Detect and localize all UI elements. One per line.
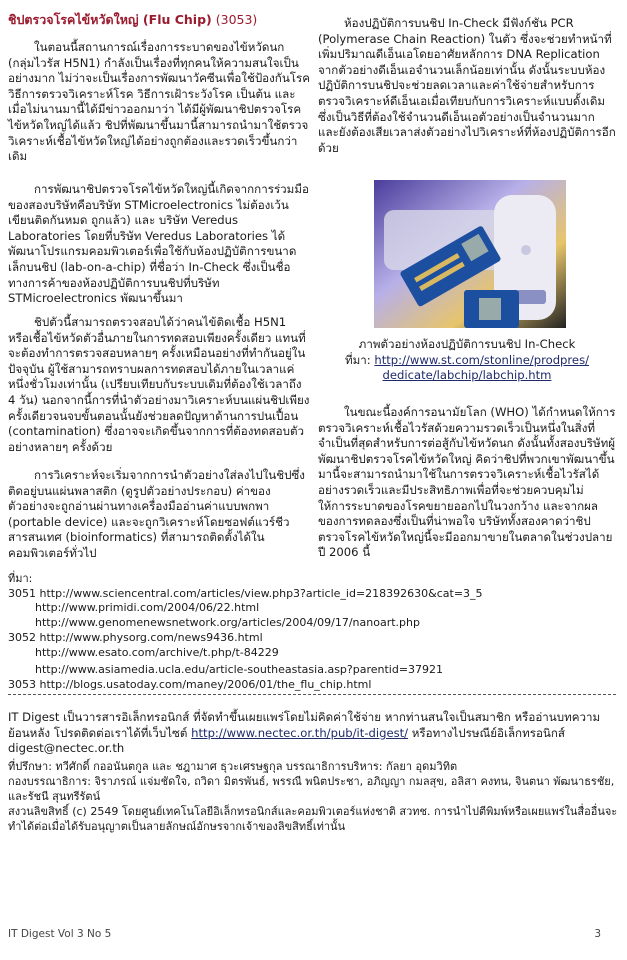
reference-url: http://www.esato.com/archive/t.php/t-84229 <box>35 645 279 659</box>
reference-id: 3053 <box>8 677 36 691</box>
figure-caption <box>318 337 616 384</box>
paragraph: ชิปตัวนี้สามารถตรวจสอบได้ว่าคนไข้ติดเชื้อ H5N1 หรือเชื้อไข้หวัดตัวอื่นภายในการทดสอบเพียงครั้งเดียว แทนที่จะต้องทำการตรวจสอบหลายๆ ครั้งเหมือนอย่างที่ทำกันอยู่ในปัจจุบัน ผู้ใช้สามารถทราบผลการทดสอบได้ภายในเวลาแค่หนึ่งชั่วโมงเท่านั้น (เปรียบเทียบกับระบบเดิมที่ต้องใช้เวลาถึง 4 วัน) นอกจากนี้การที่นำตัวอย่างมาวิเคราะห์บนแผ่นชิปเพียงครั้งเดียวจนจบขั้นตอนนั้นยังช่วยลดปัญหาด้านการปนเปื้อน (contamination) ซึ่งอาจจะเกิดขึ้นจากการที่ต้องทดสอบตัวอย่างหลายๆ ครั้งด้วย <box>8 315 310 454</box>
notice-text-after: หรือทางไปรษณีย์อิเล็กทรอนิกส์ digest@nectec.or.th <box>8 725 565 756</box>
reference-id: 3052 <box>8 630 36 644</box>
reference-url: http://www.sciencentral.com/articles/view.php3?article_id=218392630&cat=3_5 <box>39 586 483 600</box>
reference-url: http://www.asiamedia.ucla.edu/article-southeastasia.asp?parentid=37921 <box>35 663 444 677</box>
reference-id: 3051 <box>8 586 36 600</box>
figure-source-link-cont[interactable]: dedicate/labchip/labchip.htm <box>382 368 552 383</box>
in-check-lab-chip-photo <box>374 180 566 328</box>
reference-url: http://blogs.usatoday.com/maney/2006/01/the_flu_chip.html <box>39 677 372 691</box>
paragraph: ในตอนนี้สถานการณ์เรื่องการระบาดของไข้หวัดนก (กลุ่มไวรัส H5N1) กำลังเป็นเรื่องที่ทุกคนให้ความสนใจเป็นอย่างมาก ไม่ว่าจะเป็นเรื่องการพัฒนาวัคซีนเพื่อใช้ป้องกันโรค วิธีการตรวจวิเคราะห์โรค วิธีการเฝ้าระวังโรค เป็นต้น และเมื่อไม่นานมานี้ได้มีข่าวออกมาว่า ได้มีผู้พัฒนาชิปตรวจโรคไข้หวัดใหญ่ได้แล้ว ชิปที่พัฒนาขึ้นมานี้สามารถนำมาใช้ตรวจวิเคราะห์เชื้อไข้หวัดใหญ่ได้อย่างถูกต้องและรวดเร็วขึ้นกว่าเดิม <box>8 40 310 164</box>
article-title-text: ชิปตรวจโรคไข้หวัดใหญ่ (Flu Chip) <box>8 12 212 27</box>
figure-source-link[interactable]: http://www.st.com/stonline/prodpres/ <box>374 352 590 367</box>
credits <box>8 759 620 834</box>
reference-url: http://www.physorg.com/news9436.html <box>39 630 263 644</box>
article-title <box>8 12 310 28</box>
advisors: ที่ปรึกษา: ทวีศักดิ์ กออนันตกูล และ ชฎามาศ ธุวะเศรษฐกุล บรรณาธิการบริหาร: กัลยา อุดมวิทิต <box>8 760 458 773</box>
publication-footer: IT Digest Vol 3 No 5 <box>8 928 112 940</box>
notice-text: IT Digest เป็นวารสารอิเล็กทรอนิกส์ ที่จัดทำขึ้นเผยแพร่โดยไม่คิดค่าใช้จ่าย หากท่านสนใจเป็นสมาชิก หรืออ่านบทความย้อนหลัง โปรดติดต่อเราได้ที่เว็บไซต์ <box>8 710 601 740</box>
paragraph: ห้องปฏิบัติการบนชิป In-Check มีฟังก์ชัน PCR (Polymerase Chain Reaction) ในตัว ซึ่งจะช่วยทำหน้าที่เพิ่มปริมาณดีเอ็นเอโดยอาศัยหลักการ DNA Replication จากตัวอย่างดีเอ็นเอจำนวนเล็กน้อยเท่านั้น ดังนั้นระบบห้องปฏิบัติการบนชิปจะช่วยลดเวลาและค่าใช้จ่ายสำหรับการตรวจวิเคราะห์ดีเอ็นเอเมื่อเทียบกับการวิเคราะห์แบบดั้งเดิม ซึ่งเป็นวิธีที่ต้องใช้จำนวนดีเอ็นเอตัวอย่างเป็นจำนวนมาก และยังต้องเสียเวลาส่งตัวอย่างไปวิเคราะห์ที่ห้องปฏิบัติการอีกด้วย <box>318 16 616 155</box>
subscription-notice <box>8 710 620 757</box>
references-label: ที่มา: <box>8 572 33 585</box>
caption-text: ภาพตัวอย่างห้องปฏิบัติการบนชิป In-Check <box>358 337 576 351</box>
dashed-divider <box>8 694 616 695</box>
references <box>8 572 618 693</box>
paragraph: การพัฒนาชิปตรวจโรคไข้หวัดใหญ่นี้เกิดจากการร่วมมือของสองบริษัทคือบริษัท STMicroelectronics ไม่ต้องเว้น เขียนติดกันหมด ถูกแล้ว) และ บริษัท Veredus Laboratories โดยที่บริษัท Veredus Laboratories ได้พัฒนาโปรแกรมคอมพิวเตอร์เพื่อใช้กับห้องปฏิบัติการขนาดเล็กบนชิป (lab-on-a-chip) ที่ชื่อว่า In-Check ซึ่งเป็นชื่อทางการค้าของห้องปฏิบัติการบนชิปที่บริษัท STMicroelectronics พัฒนาขึ้นมา <box>8 182 309 306</box>
paragraph: ในขณะนี้องค์การอนามัยโลก (WHO) ได้กำหนดให้การตรวจวิเคราะห์เชื้อไวรัสด้วยความรวดเร็วเป็นหนึ่งในสิ่งที่จำเป็นที่สุดสำหรับการต่อสู้กับไข้หวัดนก ดังนั้นทั้งสองบริษัทผู้พัฒนาชิปตรวจโรคไข้หวัดใหญ่ คิดว่าชิปที่พวกเขาพัฒนาขึ้นมานี้จะสามารถนำมาใช้ในการตรวจวิเคราะห์เชื้อไวรัสได้อย่างรวดเร็วและมีประสิทธิภาพเพื่อที่จะช่วยควบคุมไม่ให้การระบาดของโรคขยายออกไปในวงกว้าง และจากผลของการทดลองซึ่งเป็นที่น่าพอใจ บริษัททั้งสองคาดว่าชิปตรวจโรคไข้หวัดใหญ่นี้จะมีออกมาขายในตลาดในช่วงปลายปี 2006 นี้ <box>318 405 616 560</box>
article-number: (3053) <box>215 12 258 27</box>
reference-url: http://www.genomenewsnetwork.org/articles/2004/09/17/nanoart.php <box>35 616 420 630</box>
editorial-board: กองบรรณาธิการ: จิราภรณ์ แจ่มชัดใจ, ถวิดา มิตรพันธ์, พรรณี พนิตประชา, อภิญญา กมลสุข, อลิสา คงทน, จินตนา พัฒนาธรชัย, และรัชนี สุนทรีรัตน์ <box>8 775 615 803</box>
paragraph: การวิเคราะห์จะเริ่มจากการนำตัวอย่างใส่ลงไปในชิปซึ่งติดอยู่บนแผ่นพลาสติก (ดูรูปตัวอย่างประกอบ) ค่าของตัวอย่างจะถูกอ่านผ่านทางเครื่องมืออ่านค่าแบบพกพา (portable device) และจะถูกวิเคราะห์โดยซอฟต์แวร์ชีวสารสนเทศ (bioinformatics) ที่สามารถติดตั้งได้ในคอมพิวเตอร์ทั่วไป <box>8 468 305 560</box>
caption-source-label: ที่มา: <box>344 352 371 367</box>
page-number: 3 <box>594 928 601 940</box>
it-digest-link[interactable]: http://www.nectec.or.th/pub/it-digest/ <box>191 725 409 740</box>
copyright: สงวนลิขสิทธิ์ (c) 2549 โดยศูนย์เทคโนโลยีอิเล็กทรอนิกส์และคอมพิวเตอร์แห่งชาติ สวทช. การนำไปตีพิมพ์หรือเผยแพร่ในสื่ออื่นจะทำได้ต่อเมื่อได้รับอนุญาตเป็นลายลักษณ์อักษรจากเจ้าของลิขสิทธิ์เท่านั้น <box>8 805 618 833</box>
reference-url: http://www.primidi.com/2004/06/22.html <box>35 601 260 615</box>
